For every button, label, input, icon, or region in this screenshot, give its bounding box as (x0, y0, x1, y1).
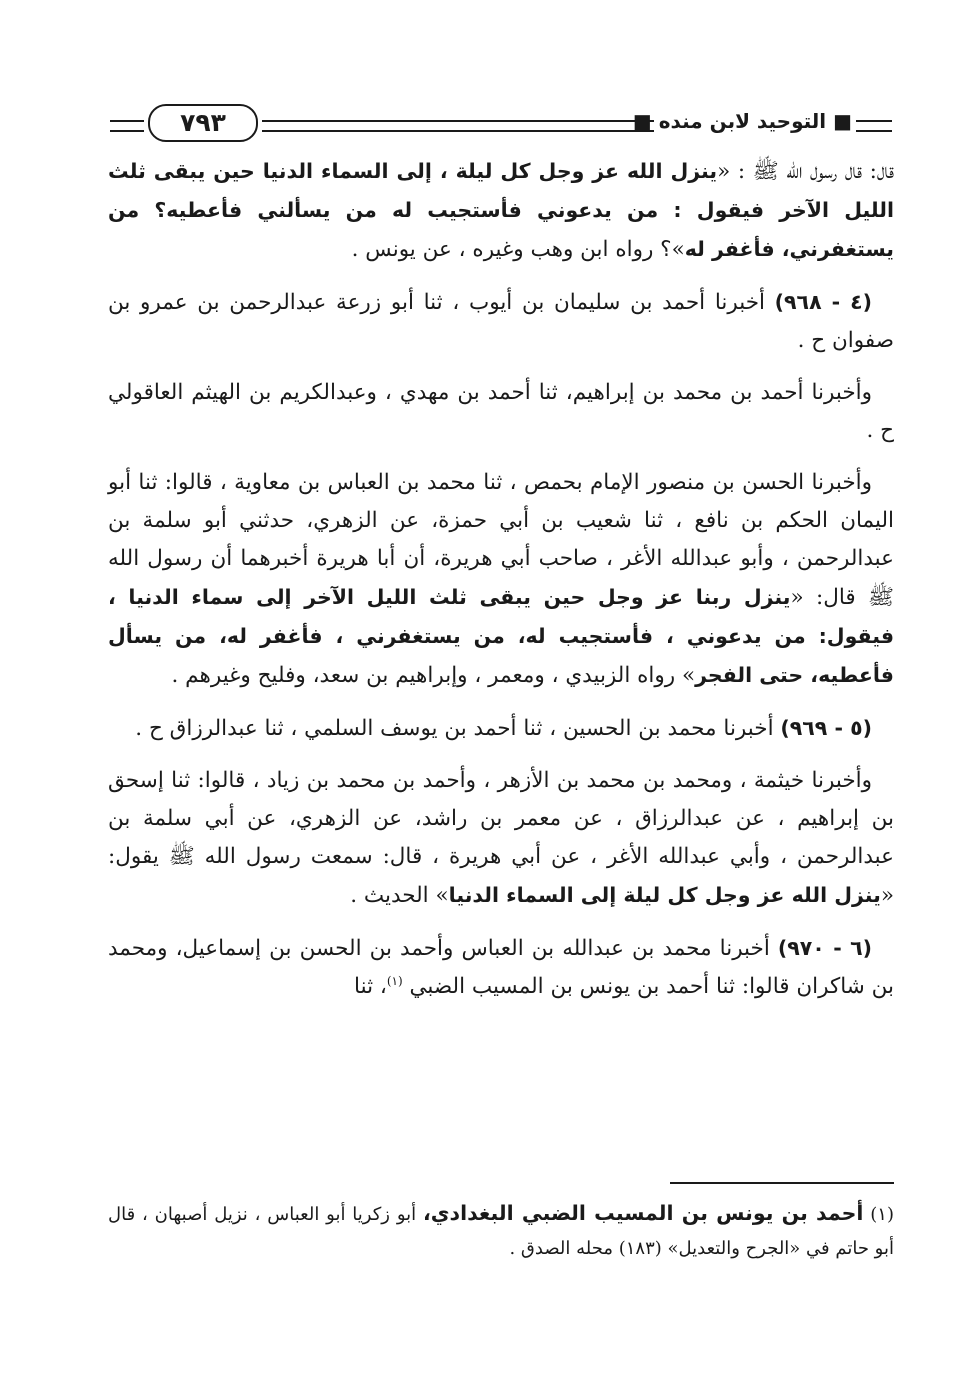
text-run: » الحديث . (350, 883, 449, 908)
text-run: أبو زكريا أبو العباس ، نزيل أصبهان ، قال أبو حاتم في «الجرح والتعديل» (١٨٣) محله الصدق . (108, 1204, 894, 1259)
paragraph (108, 464, 894, 695)
footnotes (108, 1196, 894, 1266)
page-header (108, 92, 894, 150)
bold-text: أحمد بن يونس بن المسيب الضبي البغدادي، (422, 1201, 864, 1225)
text-run: أخبرنا محمد بن عبدالله بن العباس وأحمد بن الحسن بن إسماعيل، ومحمد بن شاكران قالوا: ثنا أحمد بن يونس بن المسيب الضبي (108, 936, 894, 999)
bold-text: ينزل الله عز وجل كل ليلة ، إلى السماء الدنيا حين يبقى ثلث الليل الآخر فيقول : من يدعوني فأستجيب له من يسألني فأعطيه؟ من يستغفرني، فأغفر له (108, 159, 894, 261)
running-title: ■ التوحيد لابن منده ■ (632, 109, 852, 133)
paragraph (108, 283, 894, 360)
paragraph (108, 929, 894, 1006)
text-run: أخبرنا أحمد بن سليمان بن أيوب ، ثنا أبو زرعة عبدالرحمن بن عمرو بن صفوان ح . (108, 290, 894, 353)
document-page (108, 92, 894, 1312)
text-run: » رواه الزبيدي ، ومعمر ، وإبراهيم بن سعد، وفليح وغيرهم . (171, 663, 696, 688)
bold-text: (٦ - ٩٧٠) (777, 936, 872, 960)
main-text (108, 152, 894, 1006)
footnote-ref: (١) (386, 973, 403, 988)
bold-text: (٤ - ٩٦٨) (774, 290, 872, 314)
bold-text: (٥ - ٩٦٩) (780, 716, 872, 740)
header-rule-right (856, 120, 892, 132)
page-number: ٧٩٣ (148, 104, 258, 142)
text-run: وأخبرنا الحسن بن منصور الإمام بحمص ، ثنا محمد بن العباس بن معاوية ، قالوا: ثنا أبو اليمان الحكم بن نافع ، ثنا شعيب بن أبي حمزة، عن الزهري، حدثني أبو سلمة بن عبدالرحمن ، وأبو عبدالله الأغر ، صاحب أبي هريرة، أن أبا هريرة أخبرهما أن رسول الله ﷺ قال: « (108, 470, 895, 610)
paragraph (108, 152, 894, 269)
text-run: أخبرنا محمد بن الحسين ، ثنا أحمد بن يوسف السلمي ، ثنا عبدالرزاق ح . (135, 716, 781, 741)
text-run: قال: قال رسول الله ﷺ : « (717, 159, 894, 184)
header-rule-left (110, 120, 144, 132)
text-run: (١) (863, 1204, 894, 1225)
paragraph (108, 762, 894, 915)
text-run: وأخبرنا أحمد بن محمد بن إبراهيم، ثنا أحمد بن مهدي ، وعبدالكريم بن الهيثم العاقولي ح . (108, 380, 894, 443)
paragraph (108, 374, 894, 450)
bold-text: ينزل ربنا عز وجل حين يبقى ثلث الليل الآخر إلى سماء الدنيا ، فيقول: من يدعوني ، فأستجيب له، من يستغفرني ، فأغفر له، من يسأل فأعطيه، حتى الفجر (108, 585, 894, 687)
bold-text: ينزل الله عز وجل كل ليلة إلى السماء الدنيا (448, 883, 881, 907)
footnote (108, 1196, 894, 1266)
footnote-separator (670, 1182, 894, 1184)
text-run: ، ثنا (354, 974, 387, 999)
text-run: وأخبرنا خيثمة ، ومحمد بن محمد بن الأزهر ، وأحمد بن محمد بن زياد ، قالوا: ثنا إسحق بن إبراهيم ، عن عبدالرزاق ، عن معمر بن راشد، عن الزهري، عن أبي سلمة بن عبدالرحمن ، وأبي عبدالله الأغر ، عن أبي هريرة ، قال: سمعت رسول الله ﷺ يقول: « (108, 768, 894, 908)
paragraph (108, 709, 894, 748)
header-rule-middle (262, 120, 654, 132)
text-run: »؟ رواه ابن وهب وغيره ، عن يونس . (351, 237, 685, 262)
